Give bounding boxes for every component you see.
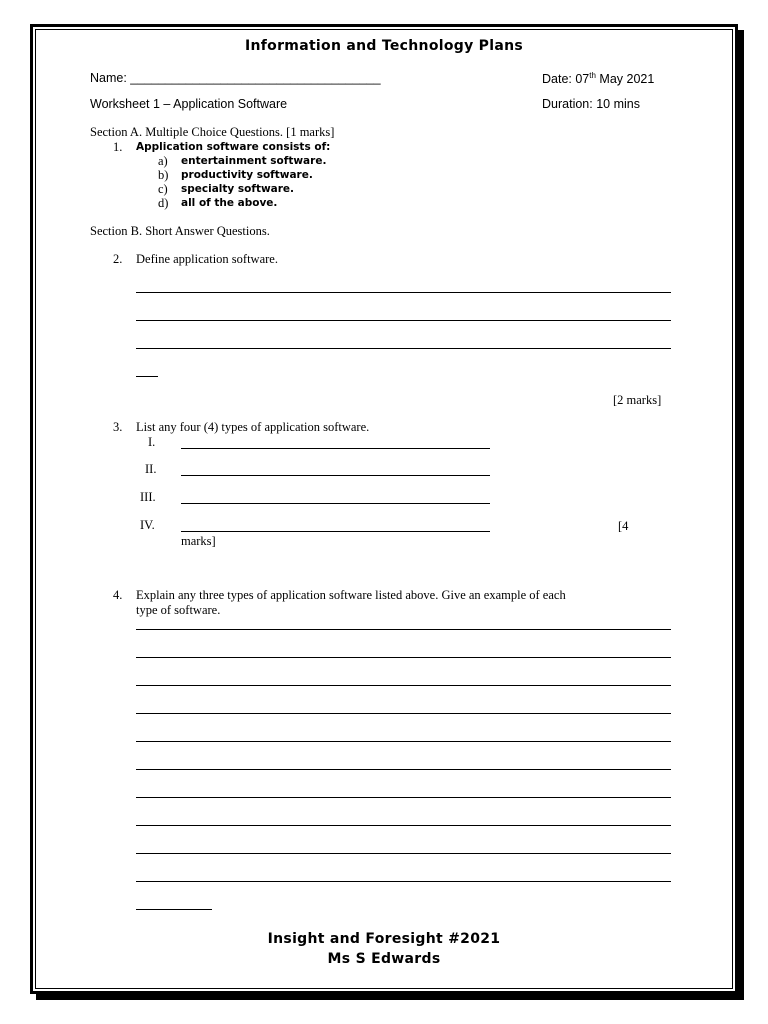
question-1-number: 1.	[113, 140, 123, 154]
answer-line	[181, 503, 490, 504]
question-3-marks-cont: marks]	[181, 534, 216, 548]
question-2-marks: [2 marks]	[613, 393, 662, 407]
footer-tagline: Insight and Foresight #2021	[267, 931, 501, 947]
answer-line	[136, 713, 671, 714]
answer-line	[136, 853, 671, 854]
list-numeral: III.	[140, 490, 156, 504]
question-3-marks: [4	[618, 519, 629, 533]
question-4-text-cont: type of software.	[136, 603, 221, 617]
answer-line	[136, 685, 671, 686]
answer-line	[136, 629, 671, 630]
page-border-inner	[35, 29, 733, 989]
answer-line	[136, 376, 158, 377]
date-label: Date: 07th May 2021	[542, 71, 655, 87]
option-text: all of the above.	[181, 197, 278, 209]
option-text: entertainment software.	[181, 155, 327, 167]
option-letter: a)	[158, 154, 168, 168]
answer-line	[136, 825, 671, 826]
section-a-heading: Section A. Multiple Choice Questions. [1 marks]	[90, 125, 335, 139]
question-3-number: 3.	[113, 420, 123, 434]
option-letter: d)	[158, 196, 169, 210]
option-letter: b)	[158, 168, 169, 182]
question-2-text: Define application software.	[136, 252, 278, 266]
option-text: productivity software.	[181, 169, 313, 181]
answer-line	[181, 475, 490, 476]
question-4-text: Explain any three types of application software listed above. Give an example of each	[136, 588, 566, 602]
name-label: Name: ____________________________________	[90, 71, 381, 85]
option-text: specialty software.	[181, 183, 295, 195]
answer-line	[181, 448, 490, 449]
list-numeral: I.	[148, 435, 156, 449]
question-2-number: 2.	[113, 252, 123, 266]
answer-line	[136, 348, 671, 349]
worksheet-title: Information and Technology Plans	[245, 38, 523, 54]
worksheet-subtitle: Worksheet 1 – Application Software	[90, 97, 288, 111]
answer-line	[136, 292, 671, 293]
answer-line	[136, 909, 212, 910]
list-numeral: II.	[145, 462, 157, 476]
answer-line	[136, 881, 671, 882]
question-1-text: Application software consists of:	[136, 141, 331, 153]
answer-line	[136, 320, 671, 321]
answer-line	[136, 797, 671, 798]
question-4-number: 4.	[113, 588, 123, 602]
answer-line	[136, 741, 671, 742]
answer-line	[181, 531, 490, 532]
list-numeral: IV.	[140, 518, 155, 532]
answer-line	[136, 657, 671, 658]
section-b-heading: Section B. Short Answer Questions.	[90, 224, 270, 238]
question-3-text: List any four (4) types of application software.	[136, 420, 370, 434]
footer-teacher: Ms S Edwards	[327, 951, 441, 967]
duration-label: Duration: 10 mins	[542, 97, 640, 111]
option-letter: c)	[158, 182, 168, 196]
answer-line	[136, 769, 671, 770]
